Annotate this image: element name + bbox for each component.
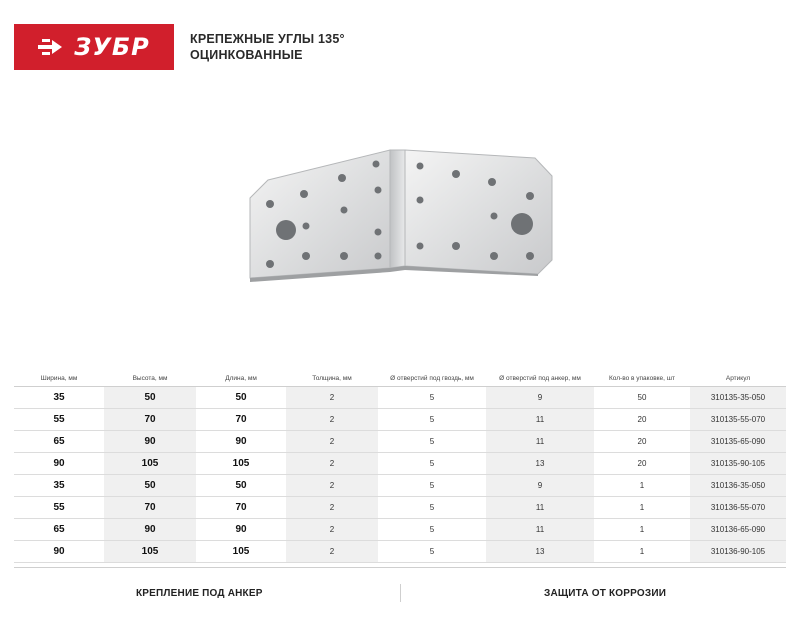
cell-package-qty: 1 [594,475,690,497]
page-title [190,31,345,63]
cell-anchor-hole: 9 [486,387,594,409]
cell-width: 55 [14,409,104,431]
cell-length: 70 [196,497,286,519]
cell-width: 65 [14,519,104,541]
cell-anchor-hole: 11 [486,431,594,453]
cell-width: 55 [14,497,104,519]
brand-logo [14,24,174,70]
cell-article: 310135-65-090 [690,431,786,453]
cell-height: 50 [104,475,196,497]
cell-width: 65 [14,431,104,453]
cell-length: 105 [196,453,286,475]
cell-thickness: 2 [286,541,378,563]
cell-thickness: 2 [286,453,378,475]
column-header-thickness: Толщина, мм [286,370,378,387]
specs-table [14,370,786,563]
cell-article: 310136-35-050 [690,475,786,497]
cell-package-qty: 20 [594,431,690,453]
cell-nail-hole: 5 [378,431,486,453]
table-row [14,519,786,541]
cell-height: 70 [104,497,196,519]
cell-package-qty: 20 [594,409,690,431]
table-row [14,497,786,519]
feature-corrosion-protection: ЗАЩИТА ОТ КОРРОЗИИ [544,588,667,599]
cell-width: 35 [14,475,104,497]
cell-width: 90 [14,453,104,475]
angle-bracket-image [240,138,560,298]
table-row [14,387,786,409]
column-header-article: Артикул [690,370,786,387]
footer-divider-line [14,567,786,568]
cell-anchor-hole: 11 [486,497,594,519]
cell-anchor-hole: 9 [486,475,594,497]
cell-length: 50 [196,387,286,409]
cell-height: 105 [104,453,196,475]
cell-width: 90 [14,541,104,563]
cell-length: 105 [196,541,286,563]
column-header-nail-hole: Ø отверстий под гвоздь, мм [378,370,486,387]
zubr-emblem-icon [38,36,68,58]
cell-package-qty: 50 [594,387,690,409]
cell-height: 50 [104,387,196,409]
cell-nail-hole: 5 [378,541,486,563]
cell-nail-hole: 5 [378,453,486,475]
cell-nail-hole: 5 [378,409,486,431]
cell-width: 35 [14,387,104,409]
column-header-width: Ширина, мм [14,370,104,387]
cell-nail-hole: 5 [378,519,486,541]
table-row [14,541,786,563]
cell-length: 90 [196,519,286,541]
cell-nail-hole: 5 [378,387,486,409]
cell-anchor-hole: 11 [486,519,594,541]
table-row [14,431,786,453]
cell-anchor-hole: 11 [486,409,594,431]
cell-nail-hole: 5 [378,475,486,497]
cell-thickness: 2 [286,519,378,541]
table-header-row [14,370,786,387]
cell-height: 90 [104,431,196,453]
cell-article: 310135-55-070 [690,409,786,431]
column-header-height: Высота, мм [104,370,196,387]
brand-name: ЗУБР [74,33,150,61]
cell-article: 310136-90-105 [690,541,786,563]
cell-article: 310136-55-070 [690,497,786,519]
cell-height: 105 [104,541,196,563]
table-row [14,453,786,475]
cell-height: 70 [104,409,196,431]
cell-nail-hole: 5 [378,497,486,519]
feature-anchor-mount: КРЕПЛЕНИЕ ПОД АНКЕР [136,588,263,599]
table-row [14,475,786,497]
cell-thickness: 2 [286,409,378,431]
cell-package-qty: 1 [594,541,690,563]
cell-anchor-hole: 13 [486,541,594,563]
feature-divider [400,584,401,602]
cell-length: 50 [196,475,286,497]
cell-length: 70 [196,409,286,431]
title-line-2: ОЦИНКОВАННЫЕ [190,48,303,62]
cell-thickness: 2 [286,475,378,497]
cell-article: 310135-35-050 [690,387,786,409]
cell-thickness: 2 [286,387,378,409]
cell-package-qty: 1 [594,497,690,519]
cell-article: 310136-65-090 [690,519,786,541]
column-header-length: Длина, мм [196,370,286,387]
column-header-package-qty: Кол-во в упаковке, шт [594,370,690,387]
table-row [14,409,786,431]
cell-anchor-hole: 13 [486,453,594,475]
cell-length: 90 [196,431,286,453]
column-header-anchor-hole: Ø отверстий под анкер, мм [486,370,594,387]
cell-height: 90 [104,519,196,541]
cell-package-qty: 1 [594,519,690,541]
title-line-1: КРЕПЕЖНЫЕ УГЛЫ 135° [190,32,345,46]
cell-thickness: 2 [286,431,378,453]
cell-article: 310135-90-105 [690,453,786,475]
cell-thickness: 2 [286,497,378,519]
cell-package-qty: 20 [594,453,690,475]
